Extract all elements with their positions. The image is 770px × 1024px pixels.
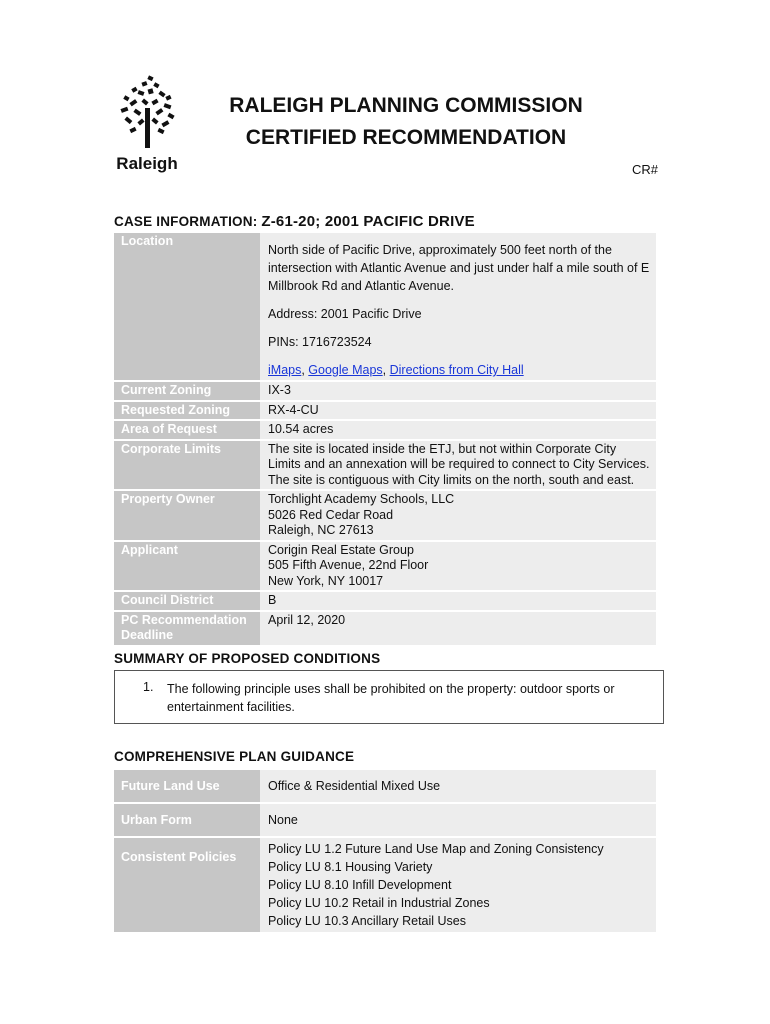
applicant-value [260, 542, 656, 591]
case-information-table [114, 231, 656, 647]
condition-number: 1. [143, 680, 154, 694]
plan-guidance-table [114, 768, 656, 934]
urban-form-value: None [260, 804, 656, 836]
table-row [114, 804, 656, 836]
current-zoning-value: IX-3 [260, 382, 656, 400]
address-text: Address: 2001 Pacific Drive [268, 307, 422, 321]
pins-text: PINs: 1716723524 [268, 335, 372, 349]
pc-deadline-label: PC Recommendation Deadline [114, 612, 260, 645]
location-text: North side of Pacific Drive, approximately 500 feet north of the intersection with Atlantic Avenue and just under half a mile south of E Millbrook Rd and Atlantic Avenue. [268, 243, 650, 293]
consistent-policies-value [260, 838, 656, 932]
applicant-line: Corigin Real Estate Group [268, 542, 414, 557]
table-row [114, 441, 656, 490]
requested-zoning-label: Requested Zoning [114, 402, 260, 420]
applicant-label: Applicant [114, 542, 260, 591]
cr-number: CR# [631, 162, 658, 177]
property-owner-label: Property Owner [114, 491, 260, 540]
table-row [114, 592, 656, 610]
requested-zoning-value: RX-4-CU [260, 402, 656, 420]
raleigh-logo [112, 74, 182, 178]
map-links: iMaps, Google Maps, Directions from City Hall [268, 363, 524, 377]
table-row [114, 233, 656, 380]
table-row [114, 612, 656, 645]
property-owner-value [260, 491, 656, 540]
table-row [114, 402, 656, 420]
policy-item: Policy LU 1.2 Future Land Use Map and Zoning Consistency [268, 842, 604, 856]
policy-item: Policy LU 10.2 Retail in Industrial Zones [268, 896, 490, 910]
document-title-line2: CERTIFIED RECOMMENDATION [245, 126, 567, 149]
council-district-value: B [260, 592, 656, 610]
table-row [114, 542, 656, 591]
consistent-policies-label: Consistent Policies [114, 838, 260, 932]
case-information-heading [114, 213, 475, 230]
policy-item: Policy LU 10.3 Ancillary Retail Uses [268, 914, 466, 928]
owner-line: Raleigh, NC 27613 [268, 523, 374, 537]
pc-deadline-value: April 12, 2020 [260, 612, 656, 645]
condition-text: The following principle uses shall be prohibited on the property: outdoor sports or entertainment facilities. [167, 682, 615, 714]
applicant-line: 505 Fifth Avenue, 22nd Floor [268, 558, 429, 572]
owner-line: 5026 Red Cedar Road [268, 507, 394, 522]
future-land-use-label: Future Land Use [114, 770, 260, 802]
policy-item: Policy LU 8.10 Infill Development [268, 878, 452, 892]
table-row [114, 770, 656, 802]
plan-guidance-heading: COMPREHENSIVE PLAN GUIDANCE [114, 749, 355, 764]
owner-line: Torchlight Academy Schools, LLC [268, 492, 455, 506]
summary-heading: SUMMARY OF PROPOSED CONDITIONS [114, 651, 381, 666]
document-title-line1: RALEIGH PLANNING COMMISSION [229, 94, 583, 117]
logo-wordmark: Raleigh [116, 154, 178, 173]
table-row [114, 491, 656, 540]
area-value: 10.54 acres [260, 421, 656, 439]
case-heading-id: Z-61-20; 2001 PACIFIC DRIVE [261, 213, 475, 230]
corporate-limits-value: The site is located inside the ETJ, but not within Corporate City Limits and an annexation will be required to connect to City Services. The site is contiguous with City limits on the north, south and east. [260, 441, 656, 490]
council-district-label: Council District [114, 592, 260, 610]
imaps-link[interactable]: iMaps [268, 363, 302, 377]
table-row [114, 421, 656, 439]
case-heading-prefix: CASE INFORMATION: [114, 214, 258, 229]
policy-item: Policy LU 8.1 Housing Variety [268, 860, 433, 874]
current-zoning-label: Current Zoning [114, 382, 260, 400]
location-label: Location [114, 233, 260, 380]
location-value [260, 233, 656, 380]
future-land-use-value: Office & Residential Mixed Use [260, 770, 656, 802]
table-row [114, 382, 656, 400]
urban-form-label: Urban Form [114, 804, 260, 836]
area-label: Area of Request [114, 421, 260, 439]
conditions-box [114, 670, 664, 724]
directions-link[interactable]: Directions from City Hall [389, 363, 524, 377]
google-maps-link[interactable]: Google Maps [308, 363, 383, 377]
applicant-line: New York, NY 10017 [268, 573, 384, 588]
tree-logo-icon [112, 74, 182, 154]
corporate-limits-label: Corporate Limits [114, 441, 260, 490]
table-row [114, 838, 656, 932]
